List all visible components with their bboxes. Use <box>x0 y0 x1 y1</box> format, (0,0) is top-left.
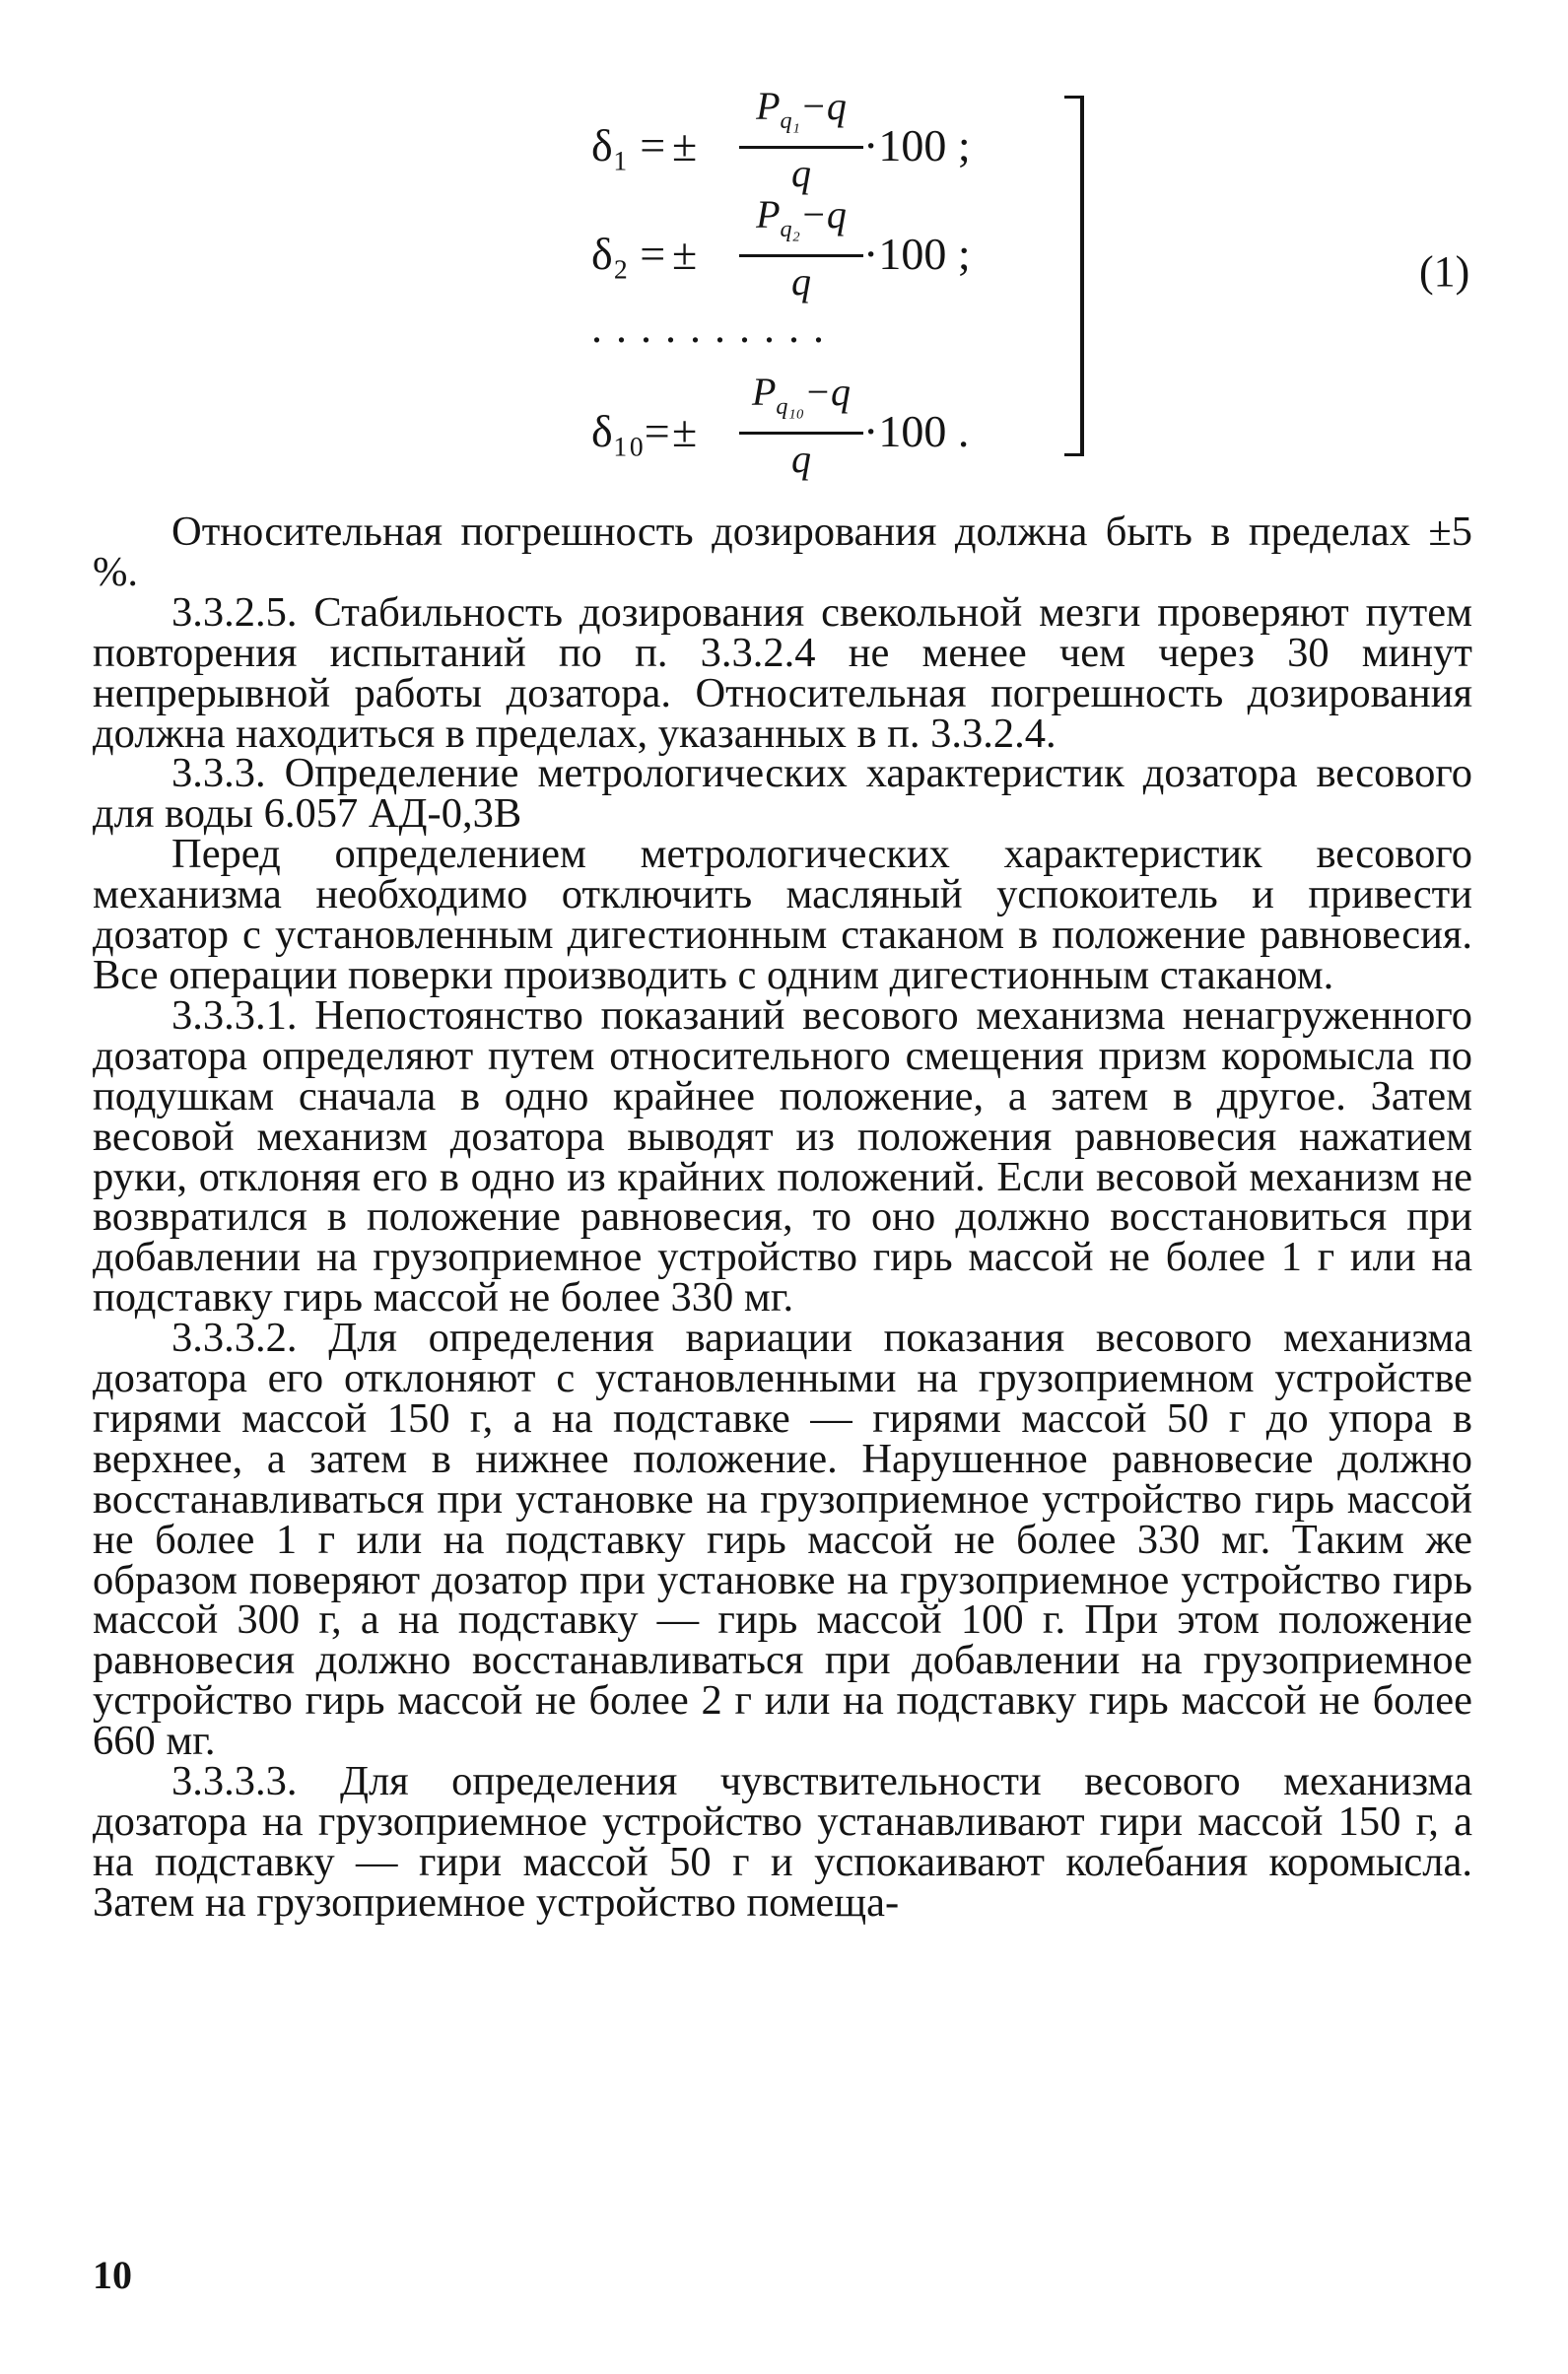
numerator-symbol: P <box>756 84 781 128</box>
numerator-subscript: q₁₀ <box>776 394 805 420</box>
formula-denominator: q <box>791 259 811 304</box>
numerator-rest: −q <box>799 192 847 237</box>
body-text <box>93 509 1472 1926</box>
paragraph: 3.3.2.5. Стабильность дозирования свекольной мезги проверяют путем повторения испытаний по п. 3.3.2.4 не менее чем через 30 минут непрерывной работы дозатора. Относительная погрешность дозирования должна находиться в пределах, указанных в п. 3.3.2.4. <box>93 588 1472 757</box>
formula-plus-minus: ± <box>672 120 698 170</box>
paragraph: Перед определением метрологических характеристик весового механизма необходимо отключить масляный успокоитель и привести дозатор с установленным дигестионным стаканом в положение равновесия. Все операции поверки производить с одним дигестионным стаканом. <box>93 831 1472 998</box>
page-number: 10 <box>93 2253 132 2297</box>
formula-fraction <box>739 84 863 196</box>
formula-plus-minus: ± <box>672 229 698 279</box>
paragraph: Относительная погрешность дозирования должна быть в пределах ±5 %. <box>93 509 1472 595</box>
numerator-symbol: P <box>756 192 781 237</box>
formula-fraction <box>739 370 863 482</box>
paragraph: 3.3.3.2. Для определения вариации показания весового механизма дозатора его отклоняют с установленными на грузоприемном устройстве гирями массой 150 г, а на подставке — гирями массой 50 г до упора в верхнее, а затем в нижнее положение. Нарушенное равновесие должно восстанавливаться при установке на грузоприемное устройство гирь массой не более 1 г или на подставку гирь массой не более 330 мг. Таким же образом поверяют дозатор при установке на грузоприемное устройство гирь массой 300 г, а на подставку — гирь массой 100 г. При этом положение равновесия должно восстанавливаться при добавлении на грузоприемное устройство гирь массой не более 2 г или на подставку гирь массой не более 660 мг. <box>93 1315 1472 1765</box>
numerator-symbol: P <box>751 370 777 414</box>
formula-lhs: δ₁ = <box>591 120 666 170</box>
formula-block <box>591 84 1104 481</box>
formula-numerator <box>739 192 863 252</box>
formula-numerator <box>739 84 863 144</box>
equation-number: (1) <box>1419 247 1470 296</box>
formula-denominator: q <box>791 151 811 195</box>
formula-plus-minus: ± <box>672 406 698 456</box>
section-heading: 3.3.3. Определение метрологических характеристик дозатора весового для воды 6.057 АД-0,3В <box>93 750 1472 838</box>
formula-brace <box>1064 96 1084 456</box>
fraction-bar <box>739 254 863 257</box>
formula-lhs: δ₂ = <box>591 229 666 279</box>
numerator-rest: −q <box>804 370 852 414</box>
formula-fraction <box>739 192 863 305</box>
formula-denominator: q <box>791 437 811 481</box>
numerator-subscript: q₂ <box>780 217 800 242</box>
formula-rhs: ·100 ; <box>863 229 971 279</box>
formula-rhs: ·100 . <box>863 406 970 456</box>
formula-ellipsis: .......... <box>591 304 838 352</box>
fraction-bar <box>739 432 863 435</box>
formula-rhs: ·100 ; <box>863 120 971 170</box>
formula-lhs: δ₁₀= <box>591 406 670 456</box>
paragraph: 3.3.3.1. Непостоянство показаний весового механизма ненагруженного дозатора определяют путем относительного смещения призм коромысла по подушкам сначала в одно крайнее положение, а затем в другое. Затем весовой механизм дозатора выводят из положения равновесия нажатием руки, отклоняя его в одно из крайних положений. Если весовой механизм не возвратился в положение равновесия, то оно должно восстановиться при добавлении на грузоприемное устройство гирь массой не более 1 г или на подставку гирь массой не более 330 мг. <box>93 991 1472 1322</box>
fraction-bar <box>739 146 863 149</box>
numerator-rest: −q <box>799 84 847 128</box>
formula-numerator <box>739 370 863 430</box>
numerator-subscript: q₁ <box>780 108 800 134</box>
paragraph: 3.3.3.3. Для определения чувствительности весового механизма дозатора на грузоприемное устройство устанавливают гири массой 150 г, а на подставку — гири массой 50 г и успокаивают колебания коромысла. Затем на грузоприемное устройство помеща- <box>93 1758 1472 1926</box>
